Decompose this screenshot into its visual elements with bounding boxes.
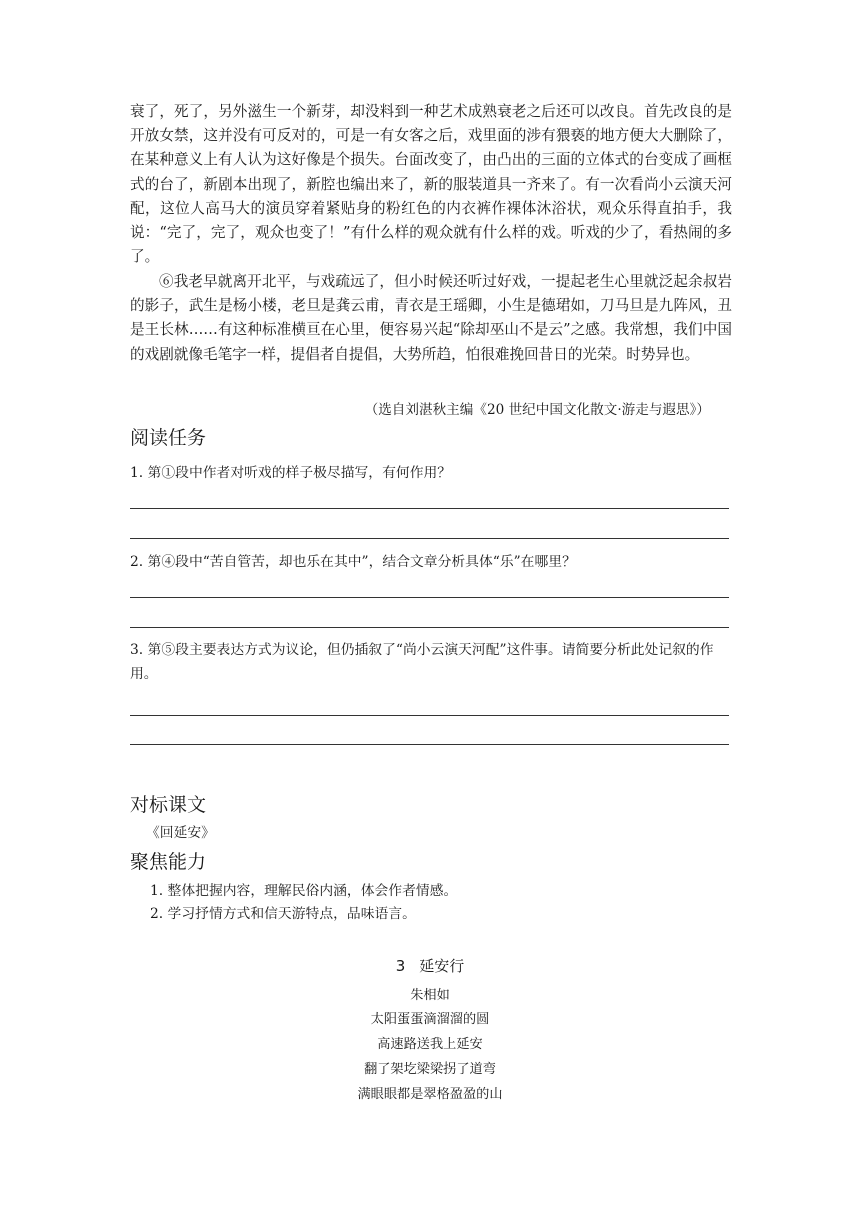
answer-line[interactable] bbox=[130, 508, 729, 509]
focus-item-2: 2. 学习抒情方式和信天游特点，品味语言。 bbox=[150, 906, 416, 922]
poem-line: 满眼眼都是翠格盈盈的山 bbox=[357, 1087, 503, 1102]
benchmark-text: 《回延安》 bbox=[146, 825, 215, 841]
passage-paragraph-5: 衰了，死了，另外滋生一个新芽，却没料到一种艺术成熟衰老之后还可以改良。首先改良的是开放女禁，这并没有可反对的，可是一有女客之后，戏里面的涉有猥亵的地方便大大删除了，在某种意义上有人认为这好像是个损失。台面改变了，由凸出的三面的立体式的台变成了画框式的台了，新剧本出现了，新腔也编出来了，新的服装道具一齐来了。有一次看尚小云演天河配，这位人高马大的演员穿着紧贴身的粉红色的内衣裤作裸体沐浴状，观众乐得直拍手，我说：“完了，完了，观众也变了！”有什么样的观众就有什么样的戏。听戏的少了，看热闹的多了。 bbox=[130, 103, 732, 266]
question-3: 3. 第⑤段主要表达方式为议论，但仍插叙了“尚小云演天河配”这件事。请简要分析此处记叙的作用。 bbox=[130, 642, 714, 682]
focus-heading: 聚焦能力 bbox=[130, 851, 207, 873]
answer-line[interactable] bbox=[130, 715, 729, 716]
question-2: 2. 第④段中“苦自管苦，却也乐在其中”，结合文章分析具体“乐”在哪里？ bbox=[130, 554, 576, 570]
answer-line[interactable] bbox=[130, 597, 729, 598]
question-1: 1. 第①段中作者对听戏的样子极尽描写，有何作用？ bbox=[130, 465, 452, 481]
poem-line: 翻了架圪梁梁拐了道弯 bbox=[364, 1062, 496, 1077]
passage-paragraph-6: ⑥我老早就离开北平，与戏疏远了，但小时候还听过好戏，一提起老生心里就泛起余叔岩的影子，武生是杨小楼，老旦是龚云甫，青衣是王瑶卿，小生是德珺如，刀马旦是九阵风，丑是王长林……有这种标准横亘在心里，便容易兴起“除却巫山不是云”之感。我常想，我们中国的戏剧就像毛笔字一样，提倡者自提倡，大势所趋，怕很难挽回昔日的光荣。时势异也。 bbox=[130, 273, 732, 363]
poem-title bbox=[0, 955, 860, 976]
poem-title-text: 延安行 bbox=[419, 957, 465, 975]
answer-line[interactable] bbox=[130, 744, 729, 745]
answer-line[interactable] bbox=[130, 538, 729, 539]
source-citation: （选自刘湛秋主编《20 世纪中国文化散文·游走与遐思》） bbox=[364, 402, 710, 418]
poem-author: 朱相如 bbox=[410, 988, 450, 1003]
poem-line: 太阳蛋蛋滴溜溜的圆 bbox=[370, 1012, 490, 1027]
focus-item-1: 1. 整体把握内容，理解民俗内涵，体会作者情感。 bbox=[150, 883, 458, 899]
benchmark-heading: 对标课文 bbox=[130, 794, 207, 816]
poem-line: 高速路送我上延安 bbox=[377, 1037, 483, 1052]
reading-task-heading: 阅读任务 bbox=[130, 427, 207, 449]
answer-line[interactable] bbox=[130, 627, 729, 628]
poem-number: 3 bbox=[395, 957, 406, 975]
